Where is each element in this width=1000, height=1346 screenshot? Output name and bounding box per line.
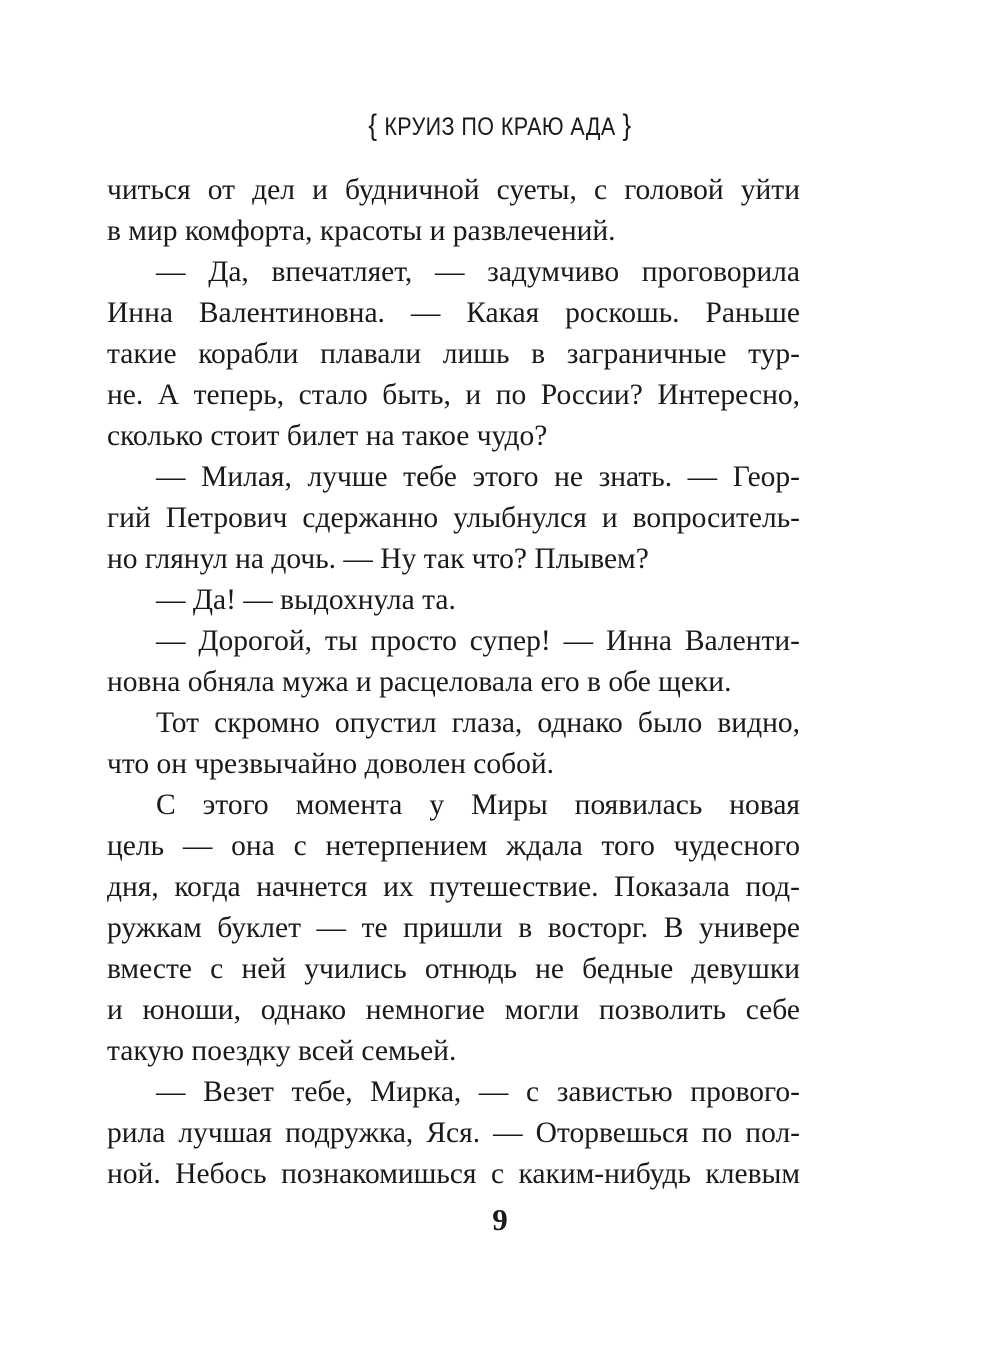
text-line: — Да, впечатляет, — задумчиво проговорила: [156, 256, 800, 288]
text-line: — Везет тебе, Мирка, — с завистью прового-: [156, 1076, 800, 1108]
text-line: читься от дел и будничной суеты, с головой уйти: [107, 174, 800, 206]
body-text: [107, 170, 800, 1195]
text-line: не. А теперь, стало быть, и по России? Интересно,: [107, 379, 800, 411]
text-line: Тот скромно опустил глаза, однако было видно,: [156, 707, 800, 739]
text-line: — Да! — выдохнула та.: [156, 584, 456, 616]
text-line: — Милая, лучше тебе этого не знать. — Геор-: [156, 461, 800, 493]
text-line: но глянул на дочь. — Ну так что? Плывем?: [107, 543, 649, 575]
text-line: и юноши, однако немногие могли позволить себе: [107, 994, 800, 1026]
right-brace: }: [622, 109, 632, 142]
text-line: вместе с ней учились отнюдь не бедные девушки: [107, 953, 800, 985]
book-title: КРУИЗ ПО КРАЮ АДА: [384, 113, 616, 141]
text-line: такие корабли плавали лишь в заграничные тур-: [107, 338, 800, 370]
text-line: в мир комфорта, красоты и развлечений.: [107, 215, 616, 247]
page-number: 9: [492, 1202, 508, 1237]
text-line: ружкам буклет — те пришли в восторг. В универе: [107, 912, 800, 944]
text-line: такую поездку всей семьей.: [107, 1035, 457, 1067]
text-line: Инна Валентиновна. — Какая роскошь. Раньше: [107, 297, 800, 329]
text-line: дня, когда начнется их путешествие. Показала под-: [107, 871, 800, 903]
text-line: ной. Небось познакомишься с каким-нибудь клевым: [107, 1158, 800, 1190]
text-line: — Дорогой, ты просто супер! — Инна Валенти-: [156, 625, 800, 657]
text-line: гий Петрович сдержанно улыбнулся и вопроситель-: [107, 502, 800, 534]
text-line: что он чрезвычайно доволен собой.: [107, 748, 555, 780]
text-line: С этого момента у Миры появилась новая: [156, 789, 800, 821]
text-line: цель — она с нетерпением ждала того чудесного: [107, 830, 800, 862]
running-head: [70, 106, 930, 147]
text-line: рила лучшая подружка, Яся. — Оторвешься по пол-: [107, 1117, 800, 1149]
left-brace: {: [368, 109, 378, 142]
text-line: сколько стоит билет на такое чудо?: [107, 420, 548, 452]
text-line: новна обняла мужа и расцеловала его в обе щеки.: [107, 666, 732, 698]
